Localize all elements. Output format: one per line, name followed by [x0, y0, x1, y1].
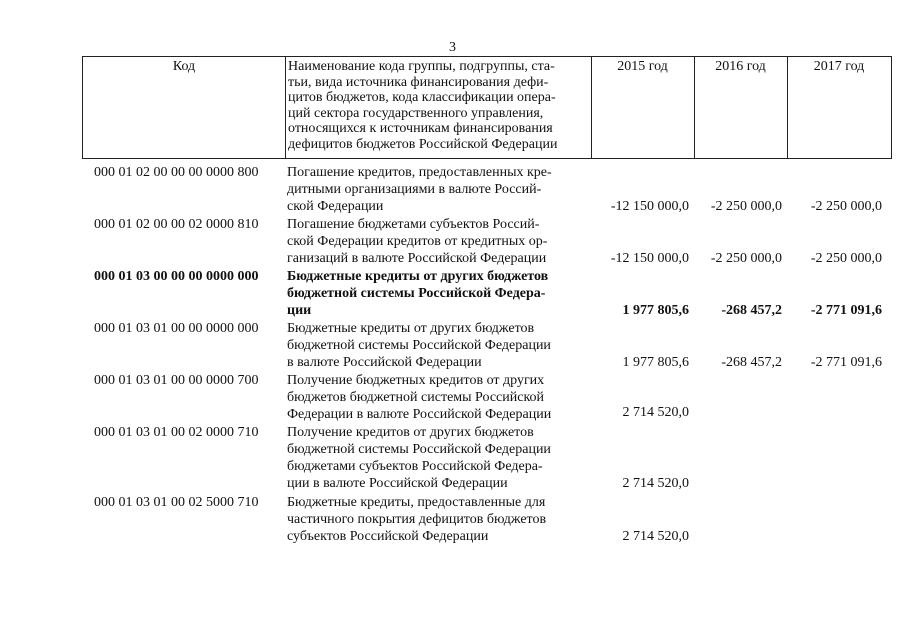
row-code: 000 01 03 01 00 02 0000 710: [94, 425, 259, 440]
row-name-line: в валюте Российской Федерации: [287, 355, 482, 370]
row-name-line: ции в валюте Российской Федерации: [287, 476, 508, 491]
row-code: 000 01 03 01 00 02 5000 710: [94, 495, 259, 510]
value-2016: -268 457,2: [721, 303, 782, 318]
row-name: [287, 216, 589, 267]
row-name: [287, 494, 589, 545]
header-year-2016: 2016 год: [715, 59, 766, 74]
value-2017: -2 250 000,0: [810, 199, 882, 214]
row-name-line: Бюджетные кредиты, предоставленные для: [287, 495, 546, 510]
row-name-line: дитными организациями в валюте Россий-: [287, 182, 542, 197]
value-2016: -268 457,2: [721, 355, 782, 370]
row-name-line: бюджетной системы Российской Федерации: [287, 338, 551, 353]
row-name-line: ской Федерации: [287, 199, 384, 214]
row-name-line: Получение бюджетных кредитов от других: [287, 373, 545, 388]
row-name-line: ганизаций в валюте Российской Федерации: [287, 251, 547, 266]
header-name-line: тьи, вида источника финансирования дефи-: [288, 74, 549, 90]
value-2015: 2 714 520,0: [622, 476, 689, 491]
value-2015: -12 150 000,0: [610, 199, 689, 214]
value-2017: -2 250 000,0: [810, 251, 882, 266]
row-name-line: частичного покрытия дефицитов бюджетов: [287, 512, 547, 527]
table-header: [82, 56, 892, 159]
value-2015: 2 714 520,0: [622, 405, 689, 420]
row-name-line: ции: [287, 303, 312, 318]
row-code: 000 01 03 01 00 00 0000 700: [94, 373, 259, 388]
row-name-line: бюджетов бюджетной системы Российской: [287, 390, 545, 405]
row-name: [287, 424, 589, 492]
header-code: Код: [172, 59, 196, 74]
value-2017: -2 771 091,6: [810, 303, 882, 318]
header-name-line: цитов бюджетов, кода классификации опера-: [288, 90, 556, 105]
row-name: [287, 164, 589, 215]
row-name-line: Федерации в валюте Российской Федерации: [287, 407, 552, 422]
header-year-2015: 2015 год: [617, 59, 668, 74]
row-name: [287, 372, 589, 423]
header-year-2017: 2017 год: [813, 59, 865, 74]
column-divider: [285, 57, 286, 158]
header-name-line: Наименование кода группы, подгруппы, ста-: [288, 59, 555, 74]
row-name-line: Погашение кредитов, предоставленных кре-: [287, 165, 552, 180]
header-name: [288, 59, 588, 152]
value-2015: 2 714 520,0: [622, 529, 689, 544]
value-2016: -2 250 000,0: [710, 251, 782, 266]
row-code: 000 01 03 01 00 00 0000 000: [94, 321, 259, 336]
header-name-line: относящихся к источникам финансирования: [288, 121, 553, 136]
value-2015: 1 977 805,6: [622, 355, 689, 370]
row-name-line: Погашение бюджетами субъектов Россий-: [287, 217, 540, 232]
row-code: 000 01 02 00 00 02 0000 810: [94, 217, 259, 232]
value-2016: -2 250 000,0: [710, 199, 782, 214]
value-2015: -12 150 000,0: [610, 251, 689, 266]
row-name-line: субъектов Российской Федерации: [287, 529, 489, 544]
row-name-line: бюджетной системы Российской Федера-: [287, 286, 546, 301]
row-name-line: Бюджетные кредиты от других бюджетов: [287, 321, 535, 336]
value-2017: -2 771 091,6: [810, 355, 882, 370]
row-name: [287, 320, 589, 371]
row-name-line: бюджетной системы Российской Федерации: [287, 442, 551, 457]
row-name-line: ской Федерации кредитов от кредитных ор-: [287, 234, 548, 249]
row-name-line: Бюджетные кредиты от других бюджетов: [287, 269, 549, 284]
row-code: 000 01 02 00 00 00 0000 800: [94, 165, 259, 180]
header-name-line: ций сектора государственного управления,: [288, 105, 544, 121]
row-name: [287, 268, 589, 319]
row-name-line: Получение кредитов от других бюджетов: [287, 425, 534, 440]
row-code: 000 01 03 00 00 00 0000 000: [94, 269, 259, 284]
value-2015: 1 977 805,6: [622, 303, 689, 318]
page-number: 3: [449, 40, 456, 55]
header-name-line: дефицитов бюджетов Российской Федерации: [288, 136, 558, 152]
row-name-line: бюджетами субъектов Российской Федера-: [287, 459, 543, 474]
